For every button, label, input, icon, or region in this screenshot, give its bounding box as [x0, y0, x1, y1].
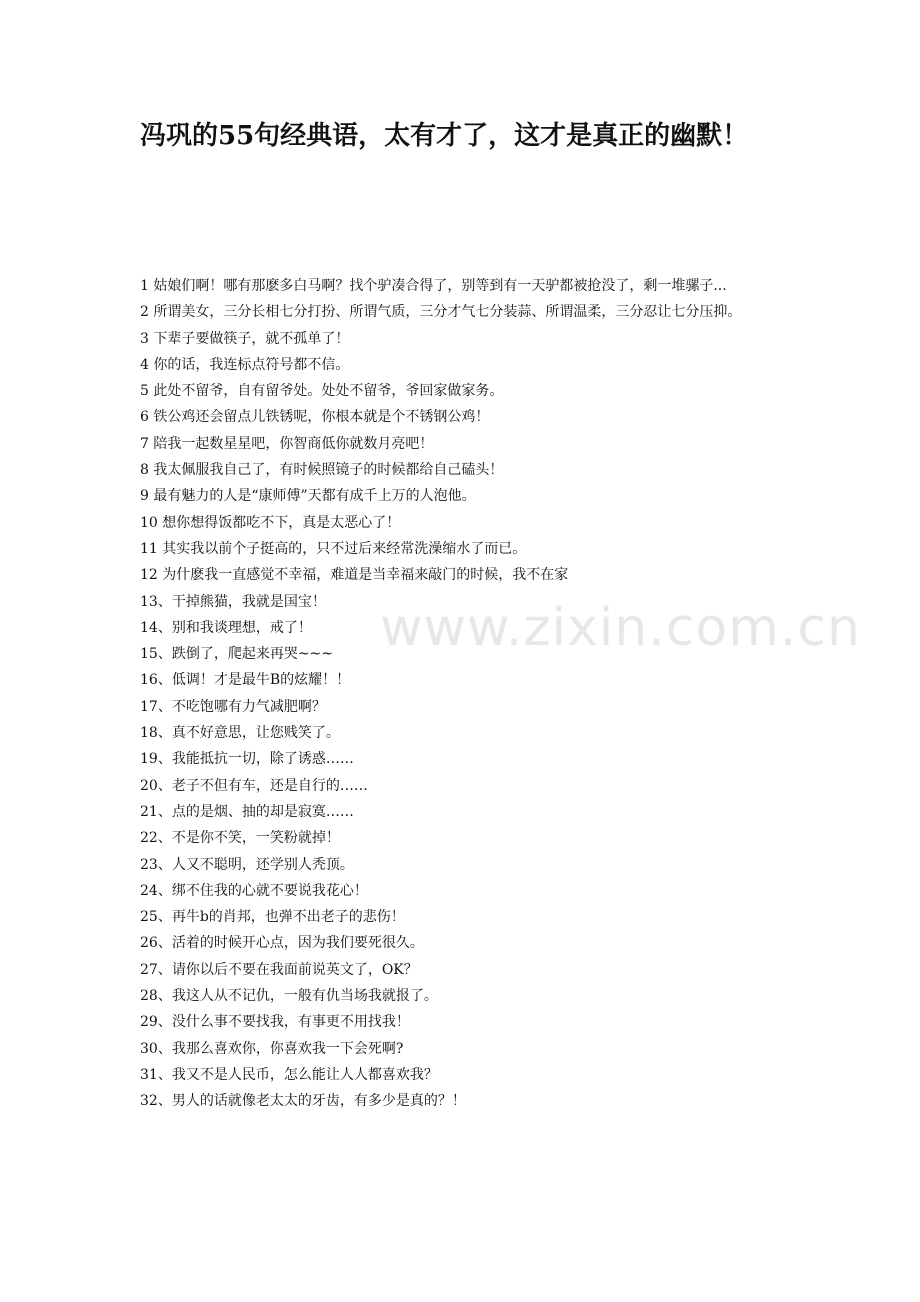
- text-line: 29、没什么事不要找我，有事更不用找我！: [140, 1014, 410, 1031]
- text-line: 27、请你以后不要在我面前说英文了，OK？: [140, 961, 418, 978]
- text-line: 3 下辈子要做筷子，就不孤单了！: [140, 330, 350, 347]
- text-line: 14、别和我谈理想，戒了！: [140, 619, 312, 636]
- document-body: [140, 273, 790, 1115]
- text-line: 22、不是你不笑，一笑粉就掉！: [140, 830, 340, 847]
- text-line: 6 铁公鸡还会留点儿铁锈呢，你根本就是个不锈钢公鸡！: [140, 409, 490, 426]
- text-line: 18、真不好意思，让您贱笑了。: [140, 725, 340, 742]
- text-line: 5 此处不留爷，自有留爷处。处处不留爷，爷回家做家务。: [140, 383, 504, 400]
- text-line: 10 想你想得饭都吃不下，真是太恶心了！: [140, 514, 401, 531]
- text-line: 28、我这人从不记仇，一般有仇当场我就报了。: [140, 988, 438, 1005]
- watermark: www.zixin.com.cn: [380, 598, 861, 658]
- text-line: 25、再牛b的肖邦，也弹不出老子的悲伤！: [140, 909, 405, 926]
- text-line: 20、老子不但有车，还是自行的……: [140, 777, 368, 794]
- text-line: 8 我太佩服我自己了，有时候照镜子的时候都给自己磕头！: [140, 462, 504, 479]
- text-line: 32、男人的话就像老太太的牙齿，有多少是真的？！: [140, 1093, 466, 1110]
- text-line: 23、人又不聪明，还学别人秃顶。: [140, 856, 354, 873]
- text-line: 4 你的话，我连标点符号都不信。: [140, 356, 350, 373]
- text-line: 2 所谓美女，三分长相七分打扮、所谓气质，三分才气七分装蒜、所谓温柔，三分忍让七分压抑。: [140, 304, 742, 321]
- text-line: 11 其实我以前个子挺高的，只不过后来经常洗澡缩水了而已。: [140, 540, 527, 557]
- text-line: 31、我又不是人民币，怎么能让人人都喜欢我？: [140, 1066, 438, 1083]
- text-line: 1 姑娘们啊！哪有那麽多白马啊？找个驴凑合得了，别等到有一天驴都被抢没了，剩一堆骡子...: [140, 278, 727, 294]
- text-line: 16、低调！才是最牛B的炫耀！！: [140, 672, 351, 689]
- text-line: 17、不吃饱哪有力气减肥啊？: [140, 698, 326, 715]
- text-line: 7 陪我一起数星星吧，你智商低你就数月亮吧！: [140, 435, 434, 452]
- text-line: 13、干掉熊猫，我就是国宝！: [140, 593, 326, 610]
- text-line: 24、绑不住我的心就不要说我花心！: [140, 882, 368, 899]
- text-line: 9 最有魅力的人是“康师傅”天都有成千上万的人泡他。: [140, 488, 476, 505]
- text-line: 26、活着的时候开心点，因为我们要死很久。: [140, 935, 424, 952]
- text-line: 12 为什麽我一直感觉不幸福，难道是当幸福来敲门的时候，我不在家: [140, 567, 569, 584]
- text-line: 15、跌倒了，爬起来再哭~~~: [140, 646, 334, 663]
- text-line: 30、我那么喜欢你，你喜欢我一下会死啊?: [140, 1040, 404, 1057]
- text-line: 19、我能抵抗一切，除了诱惑……: [140, 751, 354, 768]
- document-title: 冯巩的55句经典语，太有才了，这才是真正的幽默！: [140, 121, 749, 151]
- text-line: 21、点的是烟、抽的却是寂寞……: [140, 803, 354, 820]
